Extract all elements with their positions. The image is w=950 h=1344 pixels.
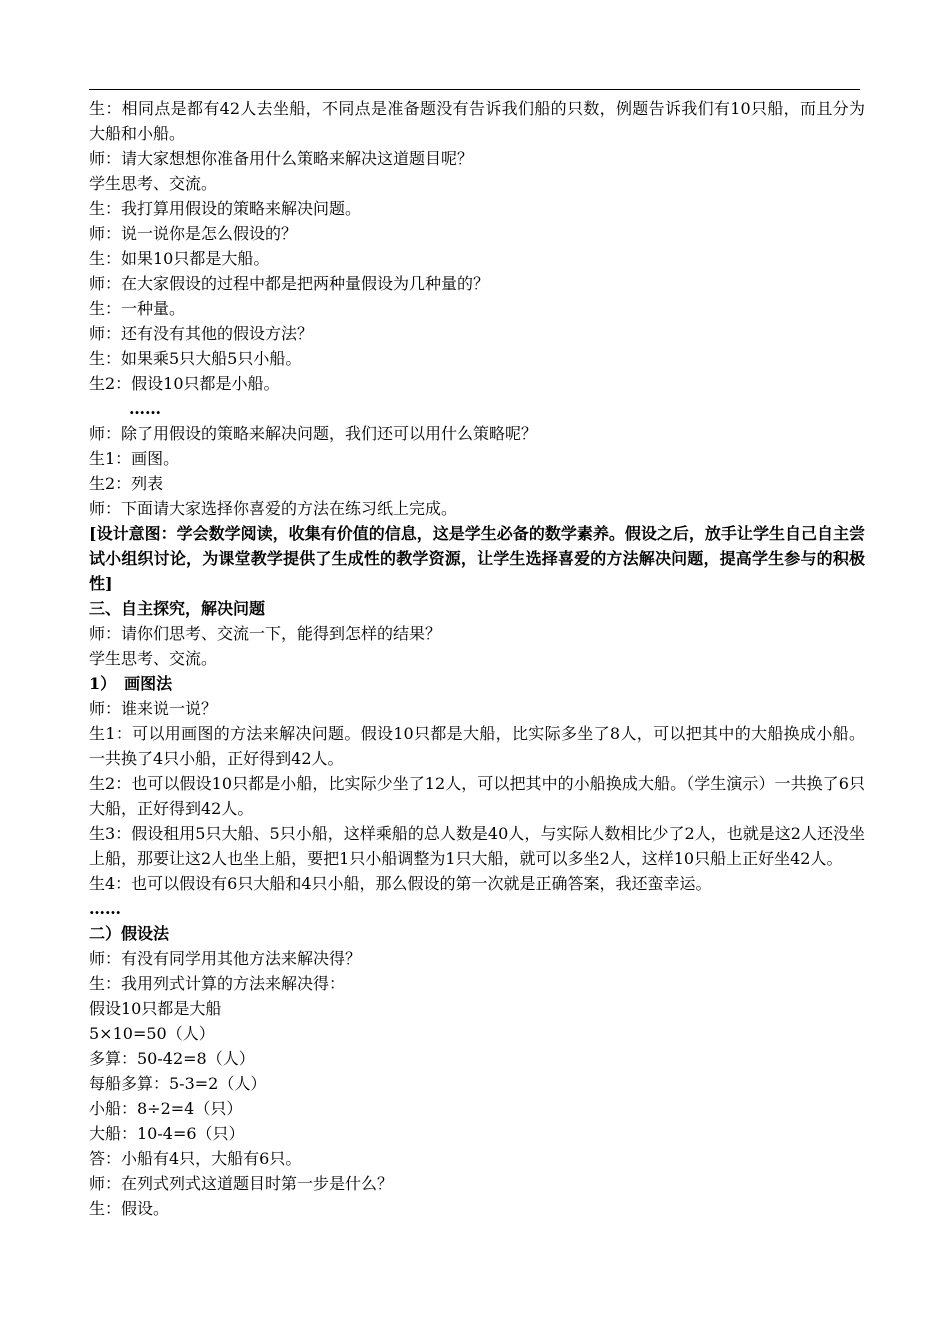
text-line: 生：相同点是都有42人去坐船，不同点是准备题没有告诉我们船的只数，例题告诉我们有10只船，而且分为大船和小船。 bbox=[89, 99, 865, 143]
text-line: 生4：也可以假设有6只大船和4只小船，那么假设的第一次就是正确答案，我还蛮幸运。 bbox=[89, 874, 712, 893]
text-line: 学生思考、交流。 bbox=[89, 649, 218, 668]
text-line: 生2：列表 bbox=[89, 474, 164, 493]
text-line: 生：我用列式计算的方法来解决得： bbox=[89, 974, 346, 993]
text-line: 每船多算：5-3=2（人） bbox=[89, 1074, 267, 1093]
text-line: 师：除了用假设的策略来解决问题，我们还可以用什么策略呢？ bbox=[89, 424, 538, 443]
text-line: 师：还有没有其他的假设方法？ bbox=[89, 324, 314, 343]
text-line: 师：在大家假设的过程中都是把两种量假设为几种量的？ bbox=[89, 274, 490, 293]
text-line: 师：有没有同学用其他方法来解决得？ bbox=[89, 949, 362, 968]
text-line: 生2：也可以假设10只都是小船，比实际少坐了12人，可以把其中的小船换成大船。（学生演示）一共换了6只大船，正好得到42人。 bbox=[89, 774, 865, 818]
text-line: 师：请大家想想你准备用什么策略来解决这道题目呢？ bbox=[89, 149, 474, 168]
text-line: 答：小船有4只，大船有6只。 bbox=[89, 1149, 302, 1168]
text-line: 生：我打算用假设的策略来解决问题。 bbox=[89, 199, 362, 218]
text-line: 生1：可以用画图的方法来解决问题。假设10只都是大船，比实际多坐了8人，可以把其中的大船换成小船。一共换了4只小船，正好得到42人。 bbox=[89, 724, 865, 768]
text-line: 多算：50-42=8（人） bbox=[89, 1049, 255, 1068]
text-line: 生1：画图。 bbox=[89, 449, 180, 468]
header-rule bbox=[89, 89, 860, 90]
text-line: 生2：假设10只都是小船。 bbox=[89, 374, 280, 393]
text-line: 师：下面请大家选择你喜爱的方法在练习纸上完成。 bbox=[89, 499, 458, 518]
text-line: 假设10只都是大船 bbox=[89, 999, 222, 1018]
text-line: 师：请你们思考、交流一下，能得到怎样的结果？ bbox=[89, 624, 442, 643]
text-line: [设计意图：学会数学阅读，收集有价值的信息，这是学生必备的数学素养。假设之后，放手让学生自己自主尝试小组织讨论，为课堂教学提供了生成性的教学资源，让学生选择喜爱的方法解决问题，提高学生参与的积极性] bbox=[89, 524, 865, 593]
text-line: 二）假设法 bbox=[89, 924, 170, 943]
text-line: 大船：10-4=6（只） bbox=[89, 1124, 245, 1143]
text-line: 生：如果10只都是大船。 bbox=[89, 249, 270, 268]
text-line: …… bbox=[129, 399, 161, 418]
text-line: 小船：8÷2=4（只） bbox=[89, 1099, 243, 1118]
text-line: 生：一种量。 bbox=[89, 299, 186, 318]
text-line: …… bbox=[89, 899, 121, 918]
text-line: 生：如果乘5只大船5只小船。 bbox=[89, 349, 302, 368]
text-line: 5×10=50（人） bbox=[89, 1024, 215, 1043]
text-line: 学生思考、交流。 bbox=[89, 174, 218, 193]
text-line: 生：假设。 bbox=[89, 1199, 170, 1218]
text-line: 师：在列式列式这道题目时第一步是什么？ bbox=[89, 1174, 394, 1193]
text-line: 师：谁来说一说？ bbox=[89, 699, 218, 718]
document-body bbox=[89, 96, 865, 1221]
text-line: 三、自主探究，解决问题 bbox=[89, 599, 266, 618]
text-line: 师：说一说你是怎么假设的？ bbox=[89, 224, 298, 243]
text-line: 生3：假设租用5只大船、5只小船，这样乘船的总人数是40人，与实际人数相比少了2人，也就是这2人还没坐上船，那要让这2人也坐上船，要把1只小船调整为1只大船，就可以多坐2人，这样10只船上正好坐42人。 bbox=[89, 824, 865, 868]
text-line: 1） 画图法 bbox=[89, 674, 173, 693]
